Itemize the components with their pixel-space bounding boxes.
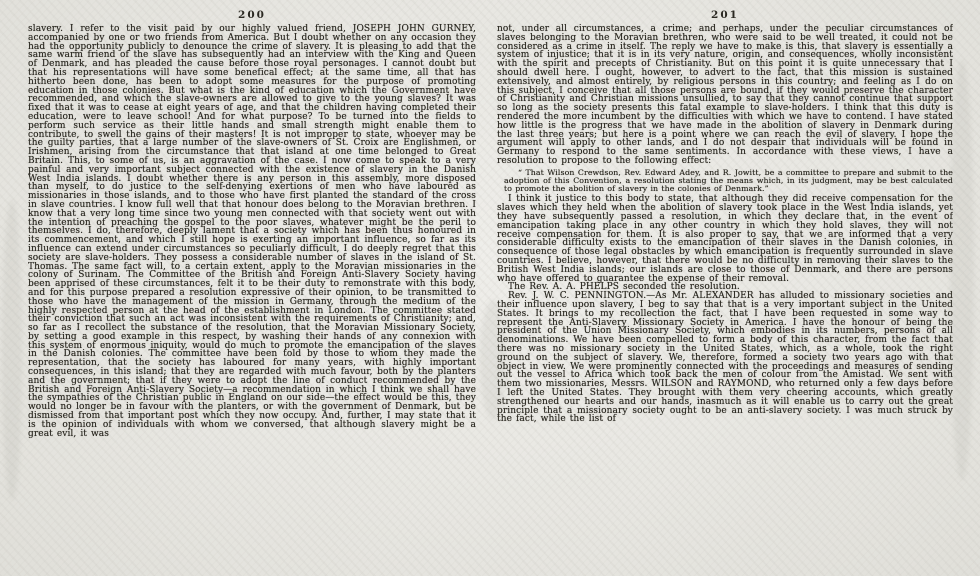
resolution-quote-paragraph: “ That Wilson Crewdson, Rev. Edward Adey, and R. Jowitt, be a committee to prepare and submit to the adoption of this Convention, a resolution stating the means which, in its judgment, may be best calculated to promote the abolition of slavery in the colonies of Denmark.” [504, 167, 953, 193]
page-right [497, 0, 953, 576]
page-right-text-block [497, 25, 953, 424]
paper-blemish [950, 60, 974, 480]
pennington-speech-paragraph: Rev. J. W. C. PENNINGTON.—As Mr. ALEXANDER has alluded to missionary societies and their influence upon slavery, I beg to say that that is a very important subject in the United States. It brings to my recollection the fact, that I have been requested in some way to represent the Anti-Slavery Missionary Society in America. I have the honour of being the president of the Union Missionary Society, which embodies in its numbers, persons of all denominations. We have been compelled to form a body of this character, from the fact that there was no missionary society in the United States, which, as a whole, took the right ground on the subject of slavery. We, therefore, formed a society two years ago with that object in view. We were prominently connected with the proceedings and measures of sending out the vessel to Africa which took back the men of colour from the Amistad. We sent with them two missionaries, Messrs. WILSON and RAYMOND, who returned only a few days before I left the United States. They brought with them very cheering accounts, which greatly strengthened our hearts and our hands, inasmuch as it will enable us to carry out the great principle that a missionary society ought to be an anti-slavery society. I was much struck by the fact, while the list of [497, 291, 953, 425]
compensation-paragraph: I think it justice to this body to state, that although they did receive compensation for the slaves which they held when the abolition of slavery took place in the West India islands, yet they have subsequently passed a resolution, in which they declare that, in the event of emancipation taking place in any other country in which they hold slaves, they will not receive compensation for them. It is also proper to say, that we are informed that a very considerable difficulty exists to the emancipation of their slaves in the Danish colonies, in consequence of those legal obstacles by which emancipation is frequently surrounded in slave countries. I believe, however, that there would be no difficulty in removing their slaves to the British West India islands; our islands are close to those of Denmark, and there are persons who have offered to guarantee the expense of their removal. [497, 194, 953, 284]
paper-blemish [2, 200, 22, 500]
page-left-text-block [28, 25, 476, 438]
phelps-seconded-line: The Rev. A. A. PHELPS seconded the resolution. [508, 282, 740, 293]
page-left [28, 0, 476, 576]
page-number-left: 200 [238, 9, 266, 21]
page-number-right: 201 [711, 9, 739, 21]
page-left-body-paragraph: slavery. I refer to the visit paid by our highly valued friend, JOSEPH JOHN GURNEY, accompanied by one or two friends from America. But I doubt whether on any occasion they had the opportunity publicly to denounce the crime of slavery. It is pleasing to add that the same warm friend of the slave has subsequently had an interview with the King and Queen of Denmark, and has pleaded the cause before those royal personages. I cannot doubt but that his representations will have some benefical effect; at the same time, all that has hitherto been done, has been to adopt some measures for the purpose of promoting education in those colonies. But what is the kind of education which the Government have recommended, and which the slave-owners are allowed to give to the young slaves? It was fixed that it was to cease at eight years of age, and that the children having completed their education, were to leave school! And for what purpose? To be turned into the fields to perform such service as their little hands and small strength might enable them to contribute, to swell the gains of their masters! It is not improper to state, whoever may be the guilty parties, that a large number of the slave-owners of St. Croix are Englishmen, or Irishmen, arising from the circumstance that that island at one time belonged to Great Britain. This, to some of us, is an aggravation of the case. I now come to speak to a very painful and very important subject connected with the existence of slavery in the Danish West India islands. I doubt whether there is any person in this assembly, more disposed than myself, to do justice to the self-denying exertions of men who have laboured as missionaries in those islands, and to those who have first planted the standard of the cross in slave countries. I know full well that that honour does belong to the Moravian brethren. I know that a very long time since two young men connected with that society went out with the intention of preaching the gospel to the poor slaves, whatever might be the peril to themselves. I do, therefore, deeply lament that a society which has been thus honoured in its commencement, and which I still hope is exerting an important influence, so far as its influence can extend under circumstances so peculiarly difficult, I do deeply regret that this society are slave-holders. They possess a considerable number of slaves in the island of St. Thomas. The same fact will, to a certain extent, apply to the Moravian missionaries in the colony of Surinam. The Committee of the British and Foreign Anti-Slavery Society having been apprised of these circumstances, felt it to be their duty to remonstrate with this body, and for this purpose prepared a resolution expressive of their opinion, to be transmitted to those who have the management of the mission in Germany, through the medium of the highly respected person at the head of the establishment in London. The committee stated their conviction that such an act was inconsistent with the requirements of Christianity; and, so far as I recollect the substance of the resolution, that the Moravian Missionary Society, by setting a good example in this respect, by washing their hands of any connexion with this system of enormous iniquity, would do much to promote the emancipation of the slaves in the Danish colonies. The committee have been told by those to whom they made the representation, that the society has laboured for many years, with highly important consequences, in this island; that they are regarded with much favour, both by the planters and the government; that if they were to adopt the line of conduct recommended by the British and Foreign Anti-Slavery Society—a recommendation in which I think we shall have the sympathies of the Christian public in England on our side—the effect would be this, they would no longer be in favour with the planters, or with the government of Denmark, but be dismissed from that important post which they now occupy. And, further, I may state that it is the opinion of individuals with whom we conversed, that although slavery might be a great evil, it was [28, 24, 476, 439]
speech-continuation-paragraph: not, under all circumstances, a crime; and perhaps, under the peculiar circumstances of slaves belonging to the Moravian brethren, who were said to be well treated, it could not be considered as a crime in itself. The reply we have to make is this, that slavery is essentially a system of injustice; that it is in its very nature, origin, and consequences, wholly inconsistent with the spirit and precepts of Christianity. But on this point it is quite unnecessary that I should dwell here. I ought, however, to advert to the fact, that this mission is sustained extensively, and almost entirely, by religious persons in this country; and feeling as I do on this subject, I conceive that all those persons are bound, if they would preserve the character of Christianity and Christian missions unsullied, to say that they cannot continue that support so long as the society presents this fatal example to slave-holders. I think that this duty is rendered the more incumbent by the difficulties with which we have to contend. I have stated how little is the progress that we have made in the abolition of slavery in Denmark during the last three years; but here is a point where we can reach the evil of slavery. I hope the argument will apply to other lands, and I do not despair that individuals will be found in Germany to respond to the same sentiments. In accordance with these views, I have a resolution to propose to the following effect: [497, 24, 953, 166]
